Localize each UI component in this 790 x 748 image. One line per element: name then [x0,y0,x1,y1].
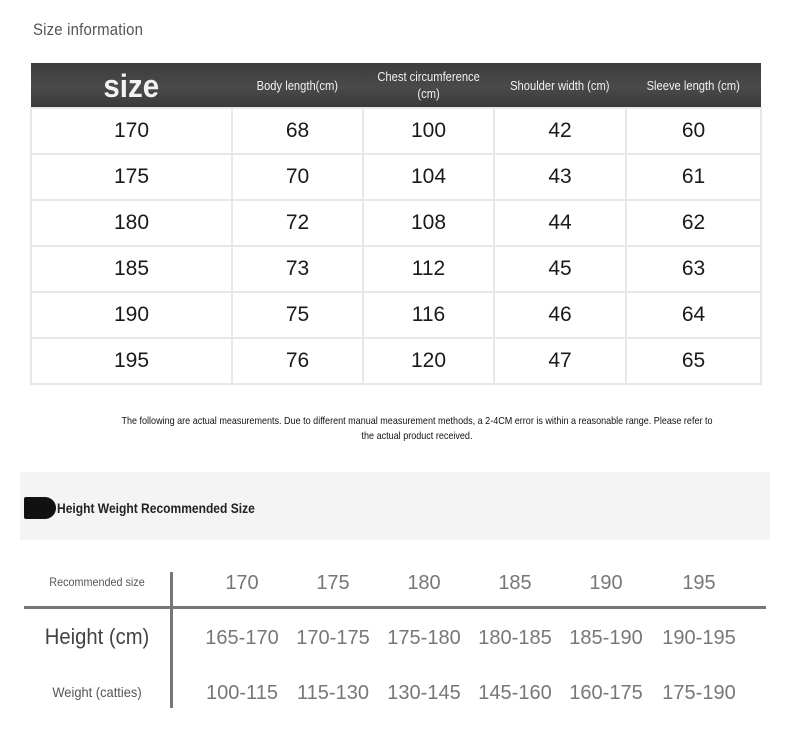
size-cell: 180 [407,572,441,594]
height-cell: 185-190 [569,627,643,649]
size-table [30,63,762,385]
table-row [31,338,761,384]
table-cell: 72 [232,200,363,246]
table-cell: 42 [494,108,626,154]
header-size: size [31,63,232,108]
table-cell: 60 [626,108,761,154]
weight-cell: 145-160 [478,682,552,704]
table-cell: 180 [31,200,232,246]
table-cell: 65 [626,338,761,384]
size-cell: 195 [682,572,716,594]
height-cell: 170-175 [296,627,370,649]
table-cell: 46 [494,292,626,338]
table-cell: 76 [232,338,363,384]
height-cell: 190-195 [662,627,736,649]
size-cell: 185 [498,572,532,594]
weight-label: Weight (catties) [52,684,142,700]
height-cell: 165-170 [205,627,279,649]
size-cell: 190 [589,572,623,594]
weight-cell: 100-115 [206,682,278,704]
table-cell: 100 [363,108,494,154]
table-cell: 70 [232,154,363,200]
table-cell: 44 [494,200,626,246]
table-row [31,154,761,200]
table-cell: 116 [363,292,494,338]
weight-row [24,682,766,708]
table-cell: 175 [31,154,232,200]
banner-marker-icon [24,497,56,519]
size-cell: 175 [316,572,350,594]
table-cell: 68 [232,108,363,154]
size-table-header-row [31,63,761,108]
size-cell: 170 [225,572,259,594]
header-shoulder-width: Shoulder width (cm) [494,63,626,108]
recommend-size-label: Recommended size [49,575,145,589]
table-row [31,200,761,246]
recommend-size-row [24,572,766,596]
table-cell: 73 [232,246,363,292]
table-cell: 185 [31,246,232,292]
table-cell: 108 [363,200,494,246]
table-cell: 75 [232,292,363,338]
table-row [31,292,761,338]
header-sleeve-length: Sleeve length (cm) [626,63,761,108]
recommend-banner [20,472,770,540]
height-cell: 180-185 [478,627,552,649]
banner-title: Height Weight Recommended Size [57,500,255,516]
table-cell: 64 [626,292,761,338]
table-cell: 120 [363,338,494,384]
table-cell: 170 [31,108,232,154]
table-cell: 43 [494,154,626,200]
weight-cell: 160-175 [569,682,643,704]
height-cell: 175-180 [387,627,461,649]
page-title: Size information [33,20,144,39]
table-cell: 112 [363,246,494,292]
horizontal-divider [24,606,766,609]
weight-cell: 130-145 [387,682,461,704]
height-row [24,624,766,656]
table-row [31,246,761,292]
table-cell: 104 [363,154,494,200]
table-cell: 45 [494,246,626,292]
recommend-table [24,562,766,712]
table-cell: 190 [31,292,232,338]
table-cell: 63 [626,246,761,292]
table-cell: 195 [31,338,232,384]
table-cell: 47 [494,338,626,384]
measurement-note: The following are actual measurements. Due to different manual measurement methods, a 2-4CM error is within a reasonable range. Please refer to the actual product received. [121,415,713,442]
table-cell: 62 [626,200,761,246]
height-label: Height (cm) [44,624,150,649]
header-chest-circumference: Chest circumference (cm) [363,63,494,108]
weight-cell: 175-190 [662,682,736,704]
header-body-length: Body length(cm) [232,63,363,108]
table-row [31,108,761,154]
weight-cell: 115-130 [297,682,369,704]
table-cell: 61 [626,154,761,200]
